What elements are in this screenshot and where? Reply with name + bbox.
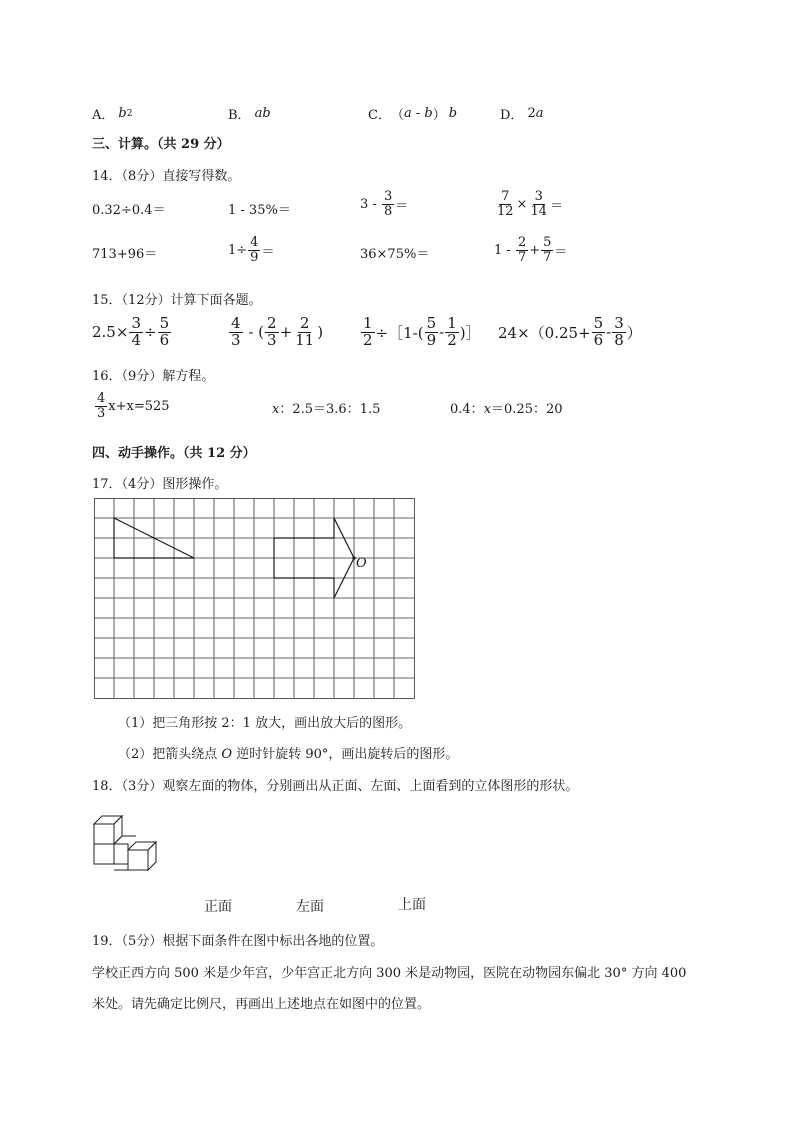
fraction: $\frac{3}{8}$: [614, 314, 624, 349]
q15-expr-4: 24×（0.25+ $\frac{5}{6}$ - $\frac{3}{8}$ ）: [498, 314, 642, 349]
q14-item-1: 0.32÷0.4＝: [92, 203, 166, 218]
fraction: $\frac{5}{9}$: [426, 314, 437, 349]
q17-sub-1: （1）把三角形按 2：1 放大，画出放大后的图形。: [118, 716, 412, 731]
fraction: $\frac{2}{7}$: [517, 235, 527, 265]
q16-equation-3: 0.4：x＝0.25：20: [450, 402, 563, 417]
fraction: $\frac{3}{14}$: [530, 189, 547, 219]
q16-heading: 16．（9分）解方程。: [92, 369, 215, 384]
q16-equation-1: $\frac{4}{3}$ x+x=525: [97, 391, 170, 421]
q19-body-line-1: 学校正西方向 500 米是少年宫，少年宫正北方向 300 米是动物园，医院在动物园东偏北 30° 方向 400: [92, 966, 687, 981]
fraction: $\frac{1}{2}$: [363, 314, 373, 349]
fraction: $\frac{5}{7}$: [543, 235, 552, 265]
fraction: $\frac{3}{8}$: [383, 189, 393, 219]
q17-heading: 17．（4分）图形操作。: [92, 477, 228, 492]
q19-heading: 19．（5分）根据下面条件在图中标出各地的位置。: [92, 934, 384, 949]
fraction: $\frac{4}{9}$: [250, 235, 259, 265]
point-o-label: O: [356, 556, 367, 571]
section-3-title: 三、计算。（共 29 分）: [92, 137, 230, 152]
q14-item-3: 3 - $\frac{3}{8}$ ＝: [360, 189, 409, 219]
fraction: $\frac{1}{2}$: [447, 314, 457, 349]
fraction: $\frac{3}{4}$: [131, 314, 141, 349]
grid: [94, 498, 415, 699]
section-4-title: 四、动手操作。（共 12 分）: [92, 446, 256, 461]
q17-sub-2: （2）把箭头绕点 O 逆时针旋转 90°，画出旋转后的图形。: [118, 747, 459, 762]
cube-stack-figure: [90, 812, 170, 876]
option-a: A． b 2: [92, 106, 133, 123]
q18-heading: 18．（3分）观察左面的物体，分别画出从正面、左面、上面看到的立体图形的形状。: [92, 779, 579, 794]
fraction: $\frac{2}{3}$: [267, 314, 277, 349]
q14-item-4: $\frac{7}{12}$ × $\frac{3}{14}$ ＝: [497, 189, 564, 219]
fraction: $\frac{4}{3}$: [231, 314, 241, 349]
view-label-left: 左面: [296, 899, 324, 915]
option-c: C． （ a - b ） b: [368, 106, 458, 123]
fraction: $\frac{7}{12}$: [497, 189, 514, 219]
view-label-front: 正面: [204, 899, 232, 915]
fraction: $\frac{2}{11}$: [295, 314, 315, 349]
fraction: $\frac{5}{6}$: [593, 314, 604, 349]
q15-expr-3: $\frac{1}{2}$ ÷［1-( $\frac{5}{9}$ - $\frac{1}{2}$ )］: [363, 314, 481, 349]
grid-figure: [94, 498, 416, 700]
q16-equation-2: x：2.5＝3.6：1.5: [272, 402, 381, 417]
q19-body-line-2: 米处。请先确定比例尺，再画出上述地点在如图中的位置。: [92, 997, 431, 1012]
fraction: $\frac{4}{3}$: [97, 391, 106, 421]
q15-expr-2: $\frac{4}{3}$ - ( $\frac{2}{3}$ + $\frac{2}{11}$ ): [231, 314, 324, 349]
q15-heading: 15．（12分）计算下面各题。: [92, 293, 262, 308]
q14-item-5: 713+96＝: [92, 247, 158, 262]
q15-expr-1: 2.5× $\frac{3}{4}$ ÷ $\frac{5}{6}$: [92, 314, 170, 349]
fraction: $\frac{5}{6}$: [159, 314, 170, 349]
option-b: B． ab: [228, 106, 271, 123]
view-label-top: 上面: [398, 897, 426, 913]
q14-item-8: 1 - $\frac{2}{7}$ + $\frac{5}{7}$ ＝: [494, 235, 568, 265]
q14-item-6: 1÷ $\frac{4}{9}$ ＝: [228, 235, 275, 265]
q14-item-7: 36×75%＝: [360, 247, 430, 262]
q14-heading: 14．（8分）直接写得数。: [92, 169, 241, 184]
q14-item-2: 1 - 35%＝: [228, 203, 291, 218]
option-d: D． 2 a: [500, 106, 544, 123]
